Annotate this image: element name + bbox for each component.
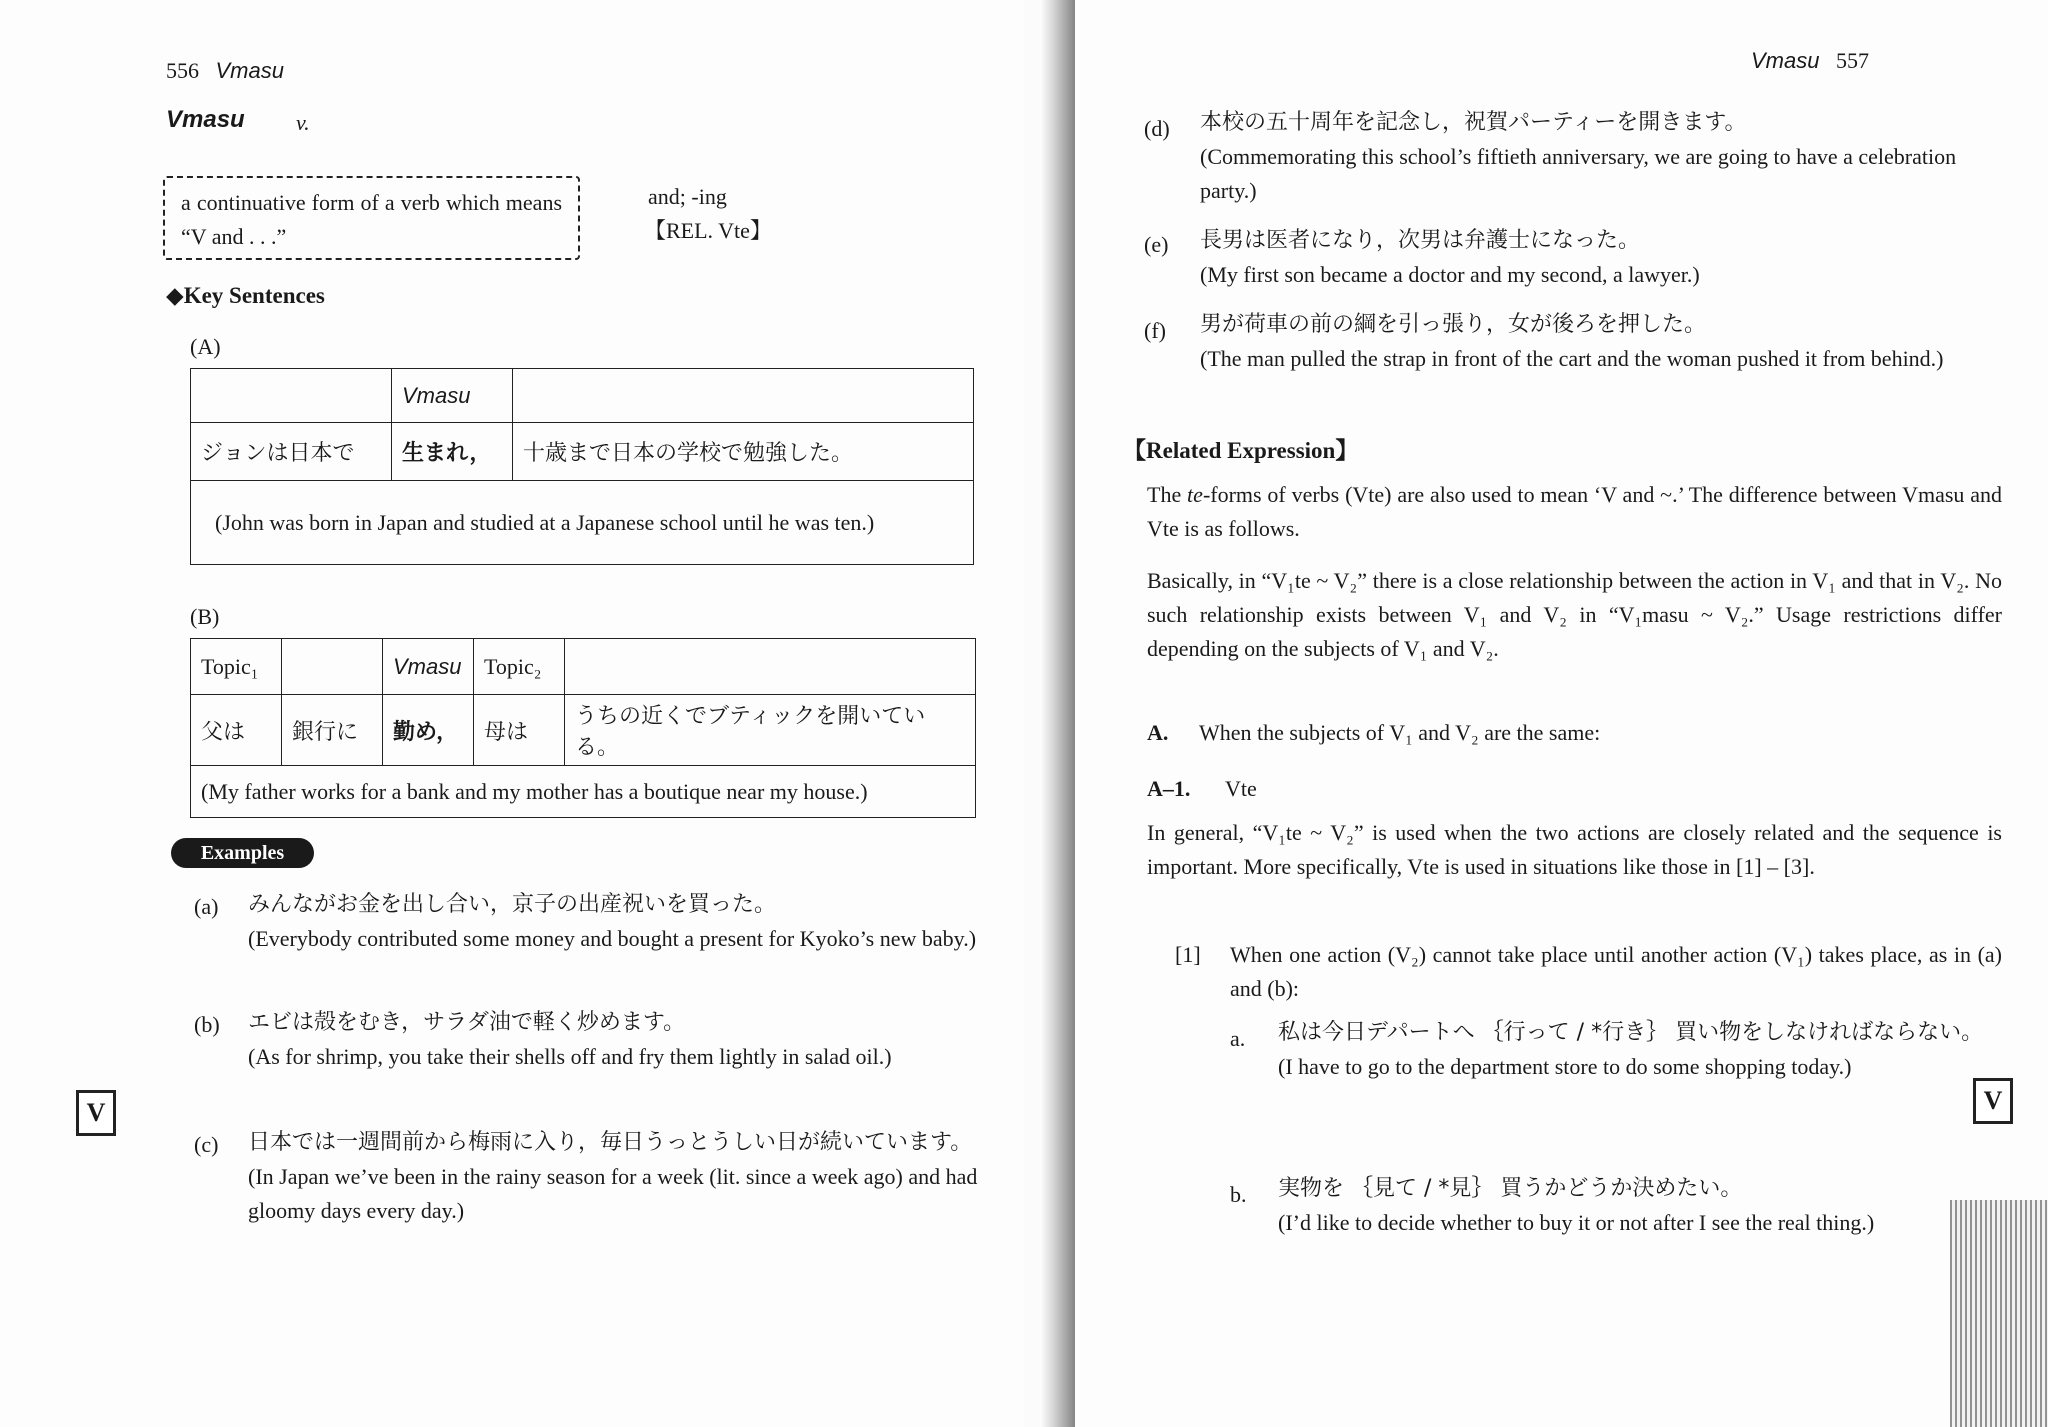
sub-example-item: [1278, 1172, 2002, 1240]
left-page-number: 556: [166, 58, 199, 83]
right-page-stack-edges: [1950, 1200, 2048, 1427]
ks-a-header-cell: Vmasu: [392, 369, 513, 423]
section-a-text: When the subjects of V₁ and V₂ are the same:: [1199, 720, 1601, 745]
entry-pos: v.: [296, 110, 310, 135]
item-1-text: When one action (V₂) cannot take place until another action (V₁) takes place, as in (a) and (b):: [1230, 942, 2002, 1001]
example-en: (Everybody contributed some money and bought a present for Kyoko’s new baby.): [248, 926, 977, 951]
right-thumb-tab: V: [1973, 1078, 2013, 1124]
ks-b-header-cell: Topic₂: [474, 639, 565, 695]
ks-a-cell: 十歳まで日本の学校で勉強した。: [513, 423, 974, 481]
ks-b-header-cell: Vmasu: [383, 639, 474, 695]
sub-example-jp: 私は今日デパートへ ｛行って / *行き｝ 買い物をしなければならない。: [1278, 1020, 1984, 1045]
ks-a-translation: (John was born in Japan and studied at a Japanese school until he was ten.): [191, 481, 974, 565]
ks-b-translation: (My father works for a bank and my mother has a boutique near my house.): [191, 766, 976, 818]
example-item: [248, 1126, 978, 1228]
right-running-title: Vmasu: [1751, 48, 1820, 73]
left-running-title: Vmasu: [215, 58, 284, 83]
example-en: (As for shrimp, you take their shells off and fry them lightly in salad oil.): [248, 1044, 892, 1069]
example-label: (a): [194, 894, 219, 919]
para1-start: The: [1147, 482, 1188, 507]
section-a1-label: A–1.: [1147, 776, 1191, 801]
section-a1-text: Vte: [1225, 776, 1257, 801]
example-jp: みんながお金を出し合い，京子の出産祝いを買った。: [248, 892, 777, 917]
example-label: (e): [1144, 232, 1169, 257]
example-jp: エビは殻をむき，サラダ油で軽く炒めます。: [248, 1010, 686, 1035]
right-page: [1075, 0, 2048, 1427]
related-paragraph-1: [1147, 478, 2002, 546]
related-ref: 【REL. Vte】: [644, 218, 772, 243]
para1-te: te: [1187, 482, 1203, 507]
example-item: [1200, 106, 2000, 208]
key-sentence-b-table: [190, 638, 976, 818]
example-item: [248, 888, 978, 956]
item-1-label: [1]: [1175, 942, 1201, 967]
ks-b-header-cell: [565, 639, 976, 695]
meaning: and; -ing: [648, 184, 727, 209]
examples-badge: Examples: [171, 838, 314, 868]
ks-a-header-cell: [191, 369, 392, 423]
ks-b-header-cell: [282, 639, 383, 695]
example-label: (b): [194, 1012, 220, 1037]
ks-b-cell: 銀行に: [282, 695, 383, 766]
sub-example-label: b.: [1230, 1182, 1247, 1207]
para1-rest: -forms of verbs (Vte) are also used to mean ‘V and ~.’ The difference between Vmasu and Vte is as follows.: [1147, 482, 2002, 541]
ks-b-label: (B): [190, 604, 220, 629]
left-running-head: [166, 58, 284, 84]
sub-example-en: (I have to go to the department store to do some shopping today.): [1278, 1054, 1852, 1079]
ks-b-cell: 勤め，: [383, 695, 474, 766]
ks-a-cell: ジョンは日本で: [191, 423, 392, 481]
related-expression-heading: 【Related Expression】: [1123, 438, 1359, 463]
ks-b-cell: 母は: [474, 695, 565, 766]
example-item: [248, 1006, 978, 1074]
example-label: (c): [194, 1132, 219, 1157]
right-page-number: 557: [1835, 48, 1869, 73]
example-label: (f): [1144, 318, 1166, 343]
ks-a-label: (A): [190, 334, 221, 359]
right-running-head: [1751, 48, 1869, 74]
ks-b-cell: 父は: [191, 695, 282, 766]
sub-example-item: [1278, 1016, 2002, 1084]
key-sentence-a-table: [190, 368, 974, 565]
example-en: (In Japan we’ve been in the rainy season for a week (lit. since a week ago) and had gloomy days every day.): [248, 1164, 978, 1223]
example-jp: 長男は医者になり，次男は弁護士になった。: [1200, 228, 1641, 253]
left-thumb-tab: V: [76, 1090, 116, 1136]
example-jp: 男が荷車の前の綱を引っ張り，女が後ろを押した。: [1200, 312, 1707, 337]
ks-b-header-cell: Topic₁: [191, 639, 282, 695]
key-sentences-heading: ◆Key Sentences: [166, 283, 325, 308]
ks-b-cell: うちの近くでブティックを開いている。: [565, 695, 976, 766]
example-jp: 本校の五十周年を記念し，祝賀パーティーを開きます。: [1200, 110, 1747, 135]
related-paragraph-3: In general, “V₁te ~ V₂” is used when the two actions are closely related and the sequence is important. More specifically, Vte is used in situations like those in [1] – [3].: [1147, 820, 2002, 879]
example-en: (The man pulled the strap in front of the cart and the woman pushed it from behind.): [1200, 346, 1944, 371]
entry-title: Vmasu: [166, 106, 245, 133]
example-en: (My first son became a doctor and my second, a lawyer.): [1200, 262, 1700, 287]
definition-text: a continuative form of a verb which means “V and . . .”: [181, 190, 562, 249]
example-item: [1200, 308, 2000, 376]
example-item: [1200, 224, 2000, 292]
related-paragraph-2: Basically, in “V₁te ~ V₂” there is a close relationship between the action in V₁ and that in V₂. No such relationship exists between V₁ and V₂ in “V₁masu ~ V₂.” Usage restrictions differ depending on the subjects of V₁ and V₂.: [1147, 568, 2002, 661]
sub-example-en: (I’d like to decide whether to buy it or not after I see the real thing.): [1278, 1210, 1875, 1235]
section-a-label: A.: [1147, 720, 1169, 745]
ks-a-cell: 生まれ，: [392, 423, 513, 481]
example-jp: 日本では一週間前から梅雨に入り，毎日うっとうしい日が続いています。: [248, 1130, 973, 1155]
definition-box: [163, 176, 580, 260]
sub-example-jp: 実物を ｛見て / *見｝ 買うかどうか決めたい。: [1278, 1176, 1743, 1201]
sub-example-label: a.: [1230, 1026, 1246, 1051]
ks-a-header-cell: [513, 369, 974, 423]
example-en: (Commemorating this school’s fiftieth anniversary, we are going to have a celebration party.): [1200, 144, 1957, 203]
example-label: (d): [1144, 116, 1170, 141]
